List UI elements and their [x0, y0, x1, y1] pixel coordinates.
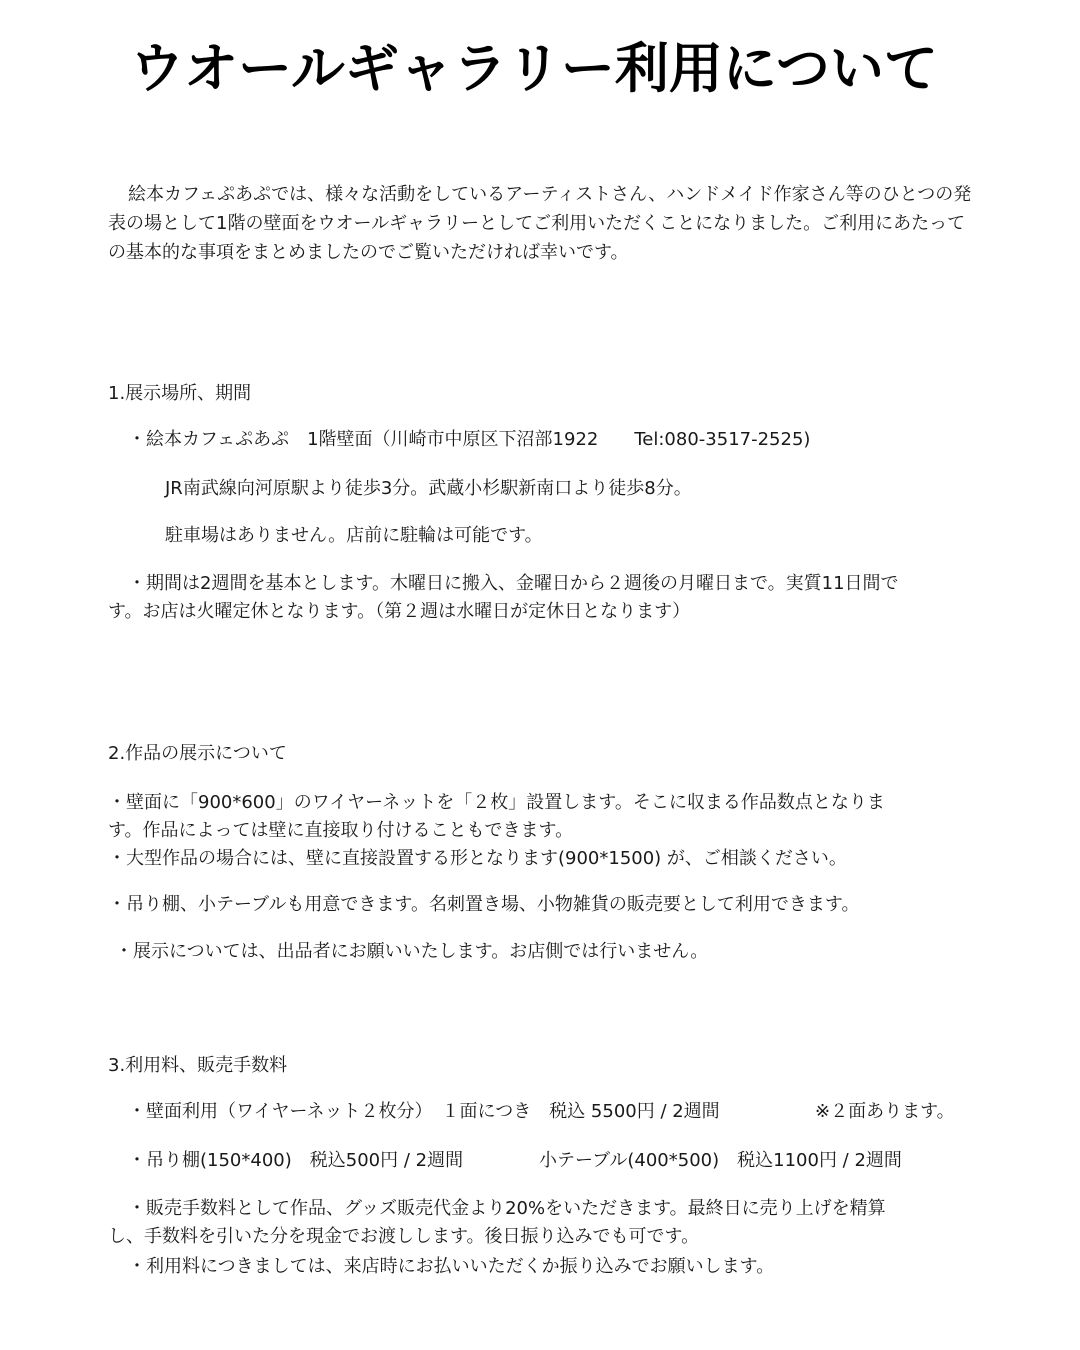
- large-work-item: ・大型作品の場合には、壁に直接設置する形となります(900*1500) が、ご相談ください。: [108, 848, 847, 869]
- shelf-fee-item: ・吊り棚(150*400) 税込500円 / 2週間: [128, 1150, 464, 1171]
- commission-item-line2: し、手数料を引いた分を現金でお渡しします。後日振り込みでも可です。: [108, 1226, 700, 1247]
- access-info: JR南武線向河原駅より徒歩3分。武蔵小杉駅新南口より徒歩8分。: [165, 478, 692, 499]
- wall-fee-item: ・壁面利用（ワイヤーネット２枚分） １面につき 税込 5500円 / 2週間: [128, 1101, 720, 1122]
- shelf-table-item: ・吊り棚、小テーブルも用意できます。名刺置き場、小物雑貨の販売要として利用できます。: [108, 894, 860, 915]
- installation-item: ・展示については、出品者にお願いいたします。お店側では行いません。: [115, 941, 709, 962]
- wall-net-item-line2: す。作品によっては壁に直接取り付けることもできます。: [108, 820, 574, 841]
- section-heading-fees: 3.利用料、販売手数料: [108, 1055, 288, 1076]
- payment-item: ・利用料につきましては、来店時にお払いいただくか振り込みでお願いします。: [128, 1256, 775, 1277]
- wall-fee-note: ※２面あります。: [815, 1101, 955, 1122]
- parking-info: 駐車場はありません。店前に駐輪は可能です。: [165, 525, 543, 546]
- commission-item-line1: ・販売手数料として作品、グッズ販売代金より20%をいただきます。最終日に売り上げを精算: [128, 1198, 886, 1219]
- period-item-line1: ・期間は2週間を基本とします。木曜日に搬入、金曜日から２週後の月曜日まで。実質11日間で: [128, 573, 899, 594]
- page-title: ウオールギャラリー利用について: [130, 37, 938, 100]
- location-item: ・絵本カフェぷあぷ 1階壁面（川崎市中原区下沼部1922 Tel:080-3517-2525): [128, 429, 811, 450]
- wall-net-item-line1: ・壁面に「900*600」のワイヤーネットを「２枚」設置します。そこに収まる作品数点となりま: [108, 792, 885, 813]
- period-item-line2: す。お店は火曜定休となります。（第２週は水曜日が定休日となります）: [108, 601, 691, 622]
- section-heading-display: 2.作品の展示について: [108, 743, 287, 764]
- section-heading-location-period: 1.展示場所、期間: [108, 383, 252, 404]
- intro-paragraph: 絵本カフェぷあぷでは、様々な活動をしているアーティストさん、ハンドメイド作家さん等のひとつの発表の場として1階の壁面をウオールギャラリーとしてご利用いただくことになりました。ご利用にあたっての基本的な事項をまとめましたのでご覧いただければ幸いです。: [108, 184, 972, 263]
- table-fee-item: 小テーブル(400*500) 税込1100円 / 2週間: [539, 1150, 902, 1171]
